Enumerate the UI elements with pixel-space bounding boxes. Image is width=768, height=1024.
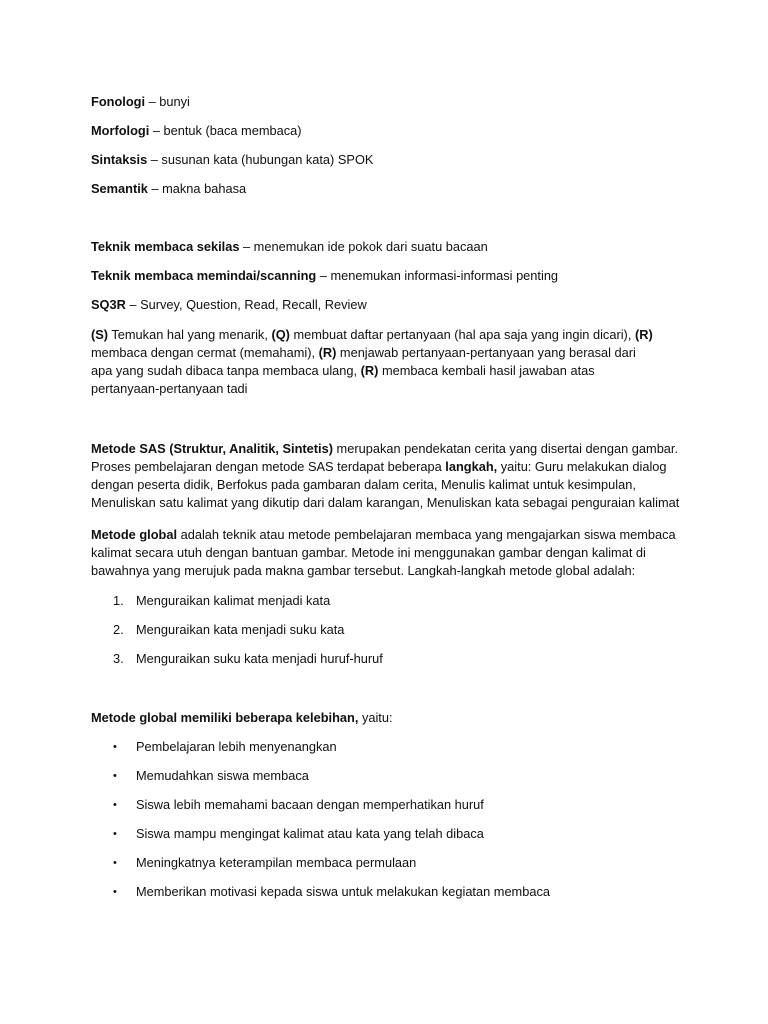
- list-number: 3.: [113, 651, 124, 666]
- bullet-text: Siswa lebih memahami bacaan dengan memperhatikan huruf: [136, 797, 484, 812]
- bullet-text: Pembelajaran lebih menyenangkan: [136, 739, 337, 754]
- bullet-text: Siswa mampu mengingat kalimat atau kata yang telah dibaca: [136, 826, 484, 841]
- global-paragraph: [91, 526, 676, 580]
- sq3r-q-text: membuat daftar pertanyaan (hal apa saja yang ingin dicari),: [289, 327, 635, 342]
- term-desc: – menemukan informasi-informasi penting: [316, 268, 559, 283]
- term-desc: – Survey, Question, Read, Recall, Review: [125, 297, 367, 312]
- term: Semantik: [91, 181, 148, 196]
- sq3r-s-label: (S): [91, 327, 109, 342]
- sas-text-continued: yaitu: Guru melakukan dialog dengan peserta didik, Berfokus pada gambaran dalam cerita, Menulis kalimat untuk kesimpulan, Menuliskan satu kalimat yang dikutip dari dalam karangan, Menuliskan kata sebagai penguraian kalimat: [91, 459, 680, 510]
- list-number: 1.: [113, 593, 124, 608]
- term: Morfologi: [91, 123, 150, 138]
- bullet-text: Memberikan motivasi kepada siswa untuk melakukan kegiatan membaca: [136, 884, 550, 899]
- technique-scanning: [91, 267, 691, 285]
- term-desc: – menemukan ide pokok dari suatu bacaan: [239, 239, 488, 254]
- bullet-icon: •: [113, 828, 117, 840]
- list-text: Menguraikan suku kata menjadi huruf-huruf: [136, 651, 383, 666]
- bullet-icon: •: [113, 770, 117, 782]
- list-text: Menguraikan kata menjadi suku kata: [136, 622, 345, 637]
- term: Sintaksis: [91, 152, 148, 167]
- sq3r-r3-text: membaca kembali hasil jawaban atas pertanyaan-pertanyaan tadi: [91, 363, 595, 396]
- list-number: 2.: [113, 622, 124, 637]
- term: Teknik membaca memindai/scanning: [91, 268, 317, 283]
- definition-fonologi: [91, 93, 691, 111]
- term-desc: – makna bahasa: [147, 181, 247, 196]
- sq3r-r3-label: (R): [360, 363, 379, 378]
- term-desc: – bentuk (baca membaca): [149, 123, 302, 138]
- advantages-title: Metode global memiliki beberapa kelebihan,: [91, 710, 359, 725]
- sq3r-paragraph: [91, 326, 656, 398]
- bullet-icon: •: [113, 741, 117, 753]
- technique-sq3r: [91, 296, 691, 314]
- bullet-text: Memudahkan siswa membaca: [136, 768, 309, 783]
- term: SQ3R: [91, 297, 126, 312]
- definition-sintaksis: [91, 151, 691, 169]
- sas-text: merupakan pendekatan cerita yang disertai dengan gambar. Proses pembelajaran dengan metode SAS terdapat beberapa: [91, 441, 679, 474]
- definition-semantik: [91, 180, 691, 198]
- sq3r-r2-text: menjawab pertanyaan-pertanyaan yang berasal dari apa yang sudah dibaca tanpa membaca ulang,: [91, 345, 636, 378]
- technique-skimming: [91, 238, 691, 256]
- sq3r-r1-text: membaca dengan cermat (memahami),: [91, 345, 319, 360]
- definition-morfologi: [91, 122, 691, 140]
- list-text: Menguraikan kalimat menjadi kata: [136, 593, 331, 608]
- sq3r-s-text: Temukan hal yang menarik,: [108, 327, 272, 342]
- bullet-text: Meningkatnya keterampilan membaca permulaan: [136, 855, 417, 870]
- sq3r-q-label: (Q): [271, 327, 290, 342]
- sas-title: Metode SAS (Struktur, Analitik, Sintetis): [91, 441, 333, 456]
- term-desc: – susunan kata (hubungan kata) SPOK: [147, 152, 374, 167]
- sas-bold-word: langkah,: [445, 459, 498, 474]
- sq3r-r1-label: (R): [634, 327, 653, 342]
- global-text: adalah teknik atau metode pembelajaran membaca yang mengajarkan siswa membaca kalimat secara utuh dengan bantuan gambar. Metode ini menggunakan gambar dengan kalimat di bawahnya yang merujuk pada makna gambar tersebut. Langkah-langkah metode global adalah:: [91, 527, 676, 578]
- bullet-icon: •: [113, 799, 117, 811]
- global-title: Metode global: [91, 527, 178, 542]
- advantages-heading: [91, 709, 691, 727]
- advantages-suffix: yaitu:: [358, 710, 393, 725]
- term: Teknik membaca sekilas: [91, 239, 240, 254]
- bullet-icon: •: [113, 857, 117, 869]
- term: Fonologi: [91, 94, 146, 109]
- bullet-icon: •: [113, 886, 117, 898]
- sas-paragraph: [91, 440, 681, 512]
- sq3r-r2-label: (R): [318, 345, 337, 360]
- term-desc: – bunyi: [145, 94, 190, 109]
